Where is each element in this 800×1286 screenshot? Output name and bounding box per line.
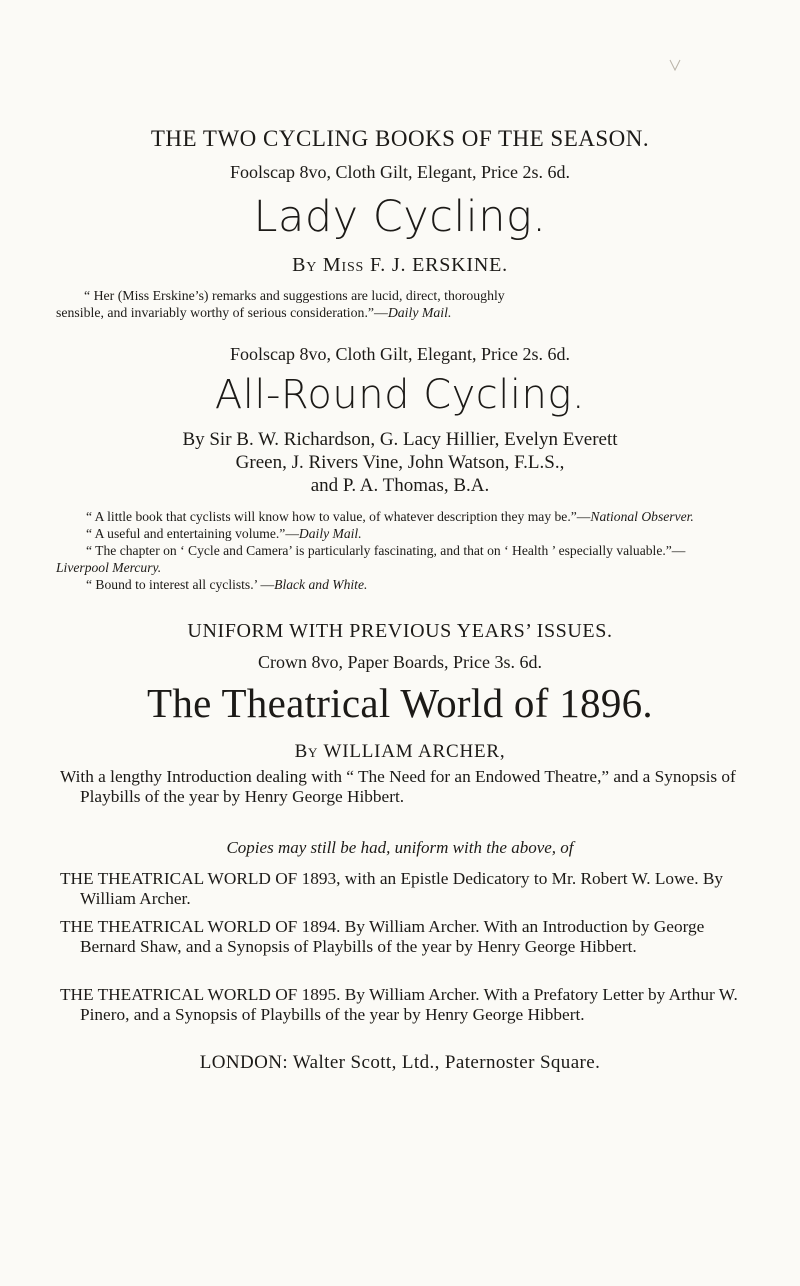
book2-authors-line1: By Sir B. W. Richardson, G. Lacy Hillier, Evelyn Everett	[182, 429, 618, 450]
book2-format: Foolscap 8vo, Cloth Gilt, Elegant, Price 2s. 6d.	[230, 344, 570, 364]
book2-review: “ A little book that cyclists will know how to value, of whatever description they may be.”—National Observer.	[86, 509, 694, 524]
book2-authors-line3: and P. A. Thomas, B.A.	[310, 475, 490, 496]
book2-review: “ Bound to interest all cyclists.’ —Black and White.	[86, 577, 368, 592]
section2-title: The Theatrical World of 1896.	[147, 680, 653, 726]
copies-note: Copies may still be had, uniform with the above, of	[226, 838, 574, 857]
page-notch-mark	[668, 58, 682, 72]
book1-author	[60, 254, 740, 277]
section2-format: Crown 8vo, Paper Boards, Price 3s. 6d.	[258, 652, 542, 672]
book1-review-text: sensible, and invariably worthy of serious consideration.”—	[56, 305, 388, 320]
prior-edition-1895: THE THEATRICAL WORLD OF 1895. By William Archer. With a Prefatory Letter by Arthur W. Pinero, and a Synopsis of Playbills of the year by Henry George Hibbert.	[60, 985, 738, 1024]
prior-edition-1894: THE THEATRICAL WORLD OF 1894. By William Archer. With an Introduction by George Bernard Shaw, and a Synopsis of Playbills of the year by Henry George Hibbert.	[60, 917, 705, 956]
book2-reviews	[56, 508, 736, 593]
publisher-imprint: LONDON: Walter Scott, Ltd., Paternoster Square.	[199, 1052, 601, 1073]
book2-review-source: Daily Mail.	[298, 526, 362, 541]
book1-review-line1: “ Her (Miss Erskine’s) remarks and suggestions are lucid, direct, thoroughly	[84, 288, 505, 303]
page-heading: THE TWO CYCLING BOOKS OF THE SEASON.	[150, 126, 650, 151]
book1-review	[56, 287, 746, 321]
section2-intro: With a lengthy Introduction dealing with “ The Need for an Endowed Theatre,” and a Synopsis of Playbills of the year by Henry George Hibbert.	[60, 767, 736, 806]
book2-review-source: National Observer.	[590, 509, 694, 524]
book2-review-source: Liverpool Mercury.	[56, 560, 162, 575]
book1-author-prefix: By Miss	[292, 254, 365, 276]
section2-author	[60, 741, 740, 763]
book1-format: Foolscap 8vo, Cloth Gilt, Elegant, Price 2s. 6d.	[230, 162, 570, 182]
book2-review: “ The chapter on ‘ Cycle and Camera’ is particularly fascinating, and that on ‘ Health ’ especially valuable.”—Liverpool Mercury.	[56, 543, 686, 575]
book2-authors-line2: Green, J. Rivers Vine, John Watson, F.L.S.,	[235, 452, 565, 473]
section2-author-name: WILLIAM ARCHER,	[323, 741, 506, 762]
book1-review-source: Daily Mail.	[387, 305, 452, 320]
prior-edition-1893: THE THEATRICAL WORLD OF 1893, with an Epistle Dedicatory to Mr. Robert W. Lowe. By William Archer.	[60, 869, 724, 908]
book1-title: Lady Cycling.	[253, 192, 547, 242]
book2-title: All-Round Cycling.	[214, 372, 586, 418]
book1-review-line2	[56, 304, 746, 321]
book2-review: “ A useful and entertaining volume.”—Daily Mail.	[86, 526, 362, 541]
section2-heading: UNIFORM WITH PREVIOUS YEARS’ ISSUES.	[187, 620, 613, 642]
book2-authors	[60, 428, 740, 497]
section2-author-prefix: By	[294, 741, 319, 762]
book1-author-name: F. J. ERSKINE.	[369, 254, 508, 276]
book2-review-source: Black and White.	[274, 577, 368, 592]
